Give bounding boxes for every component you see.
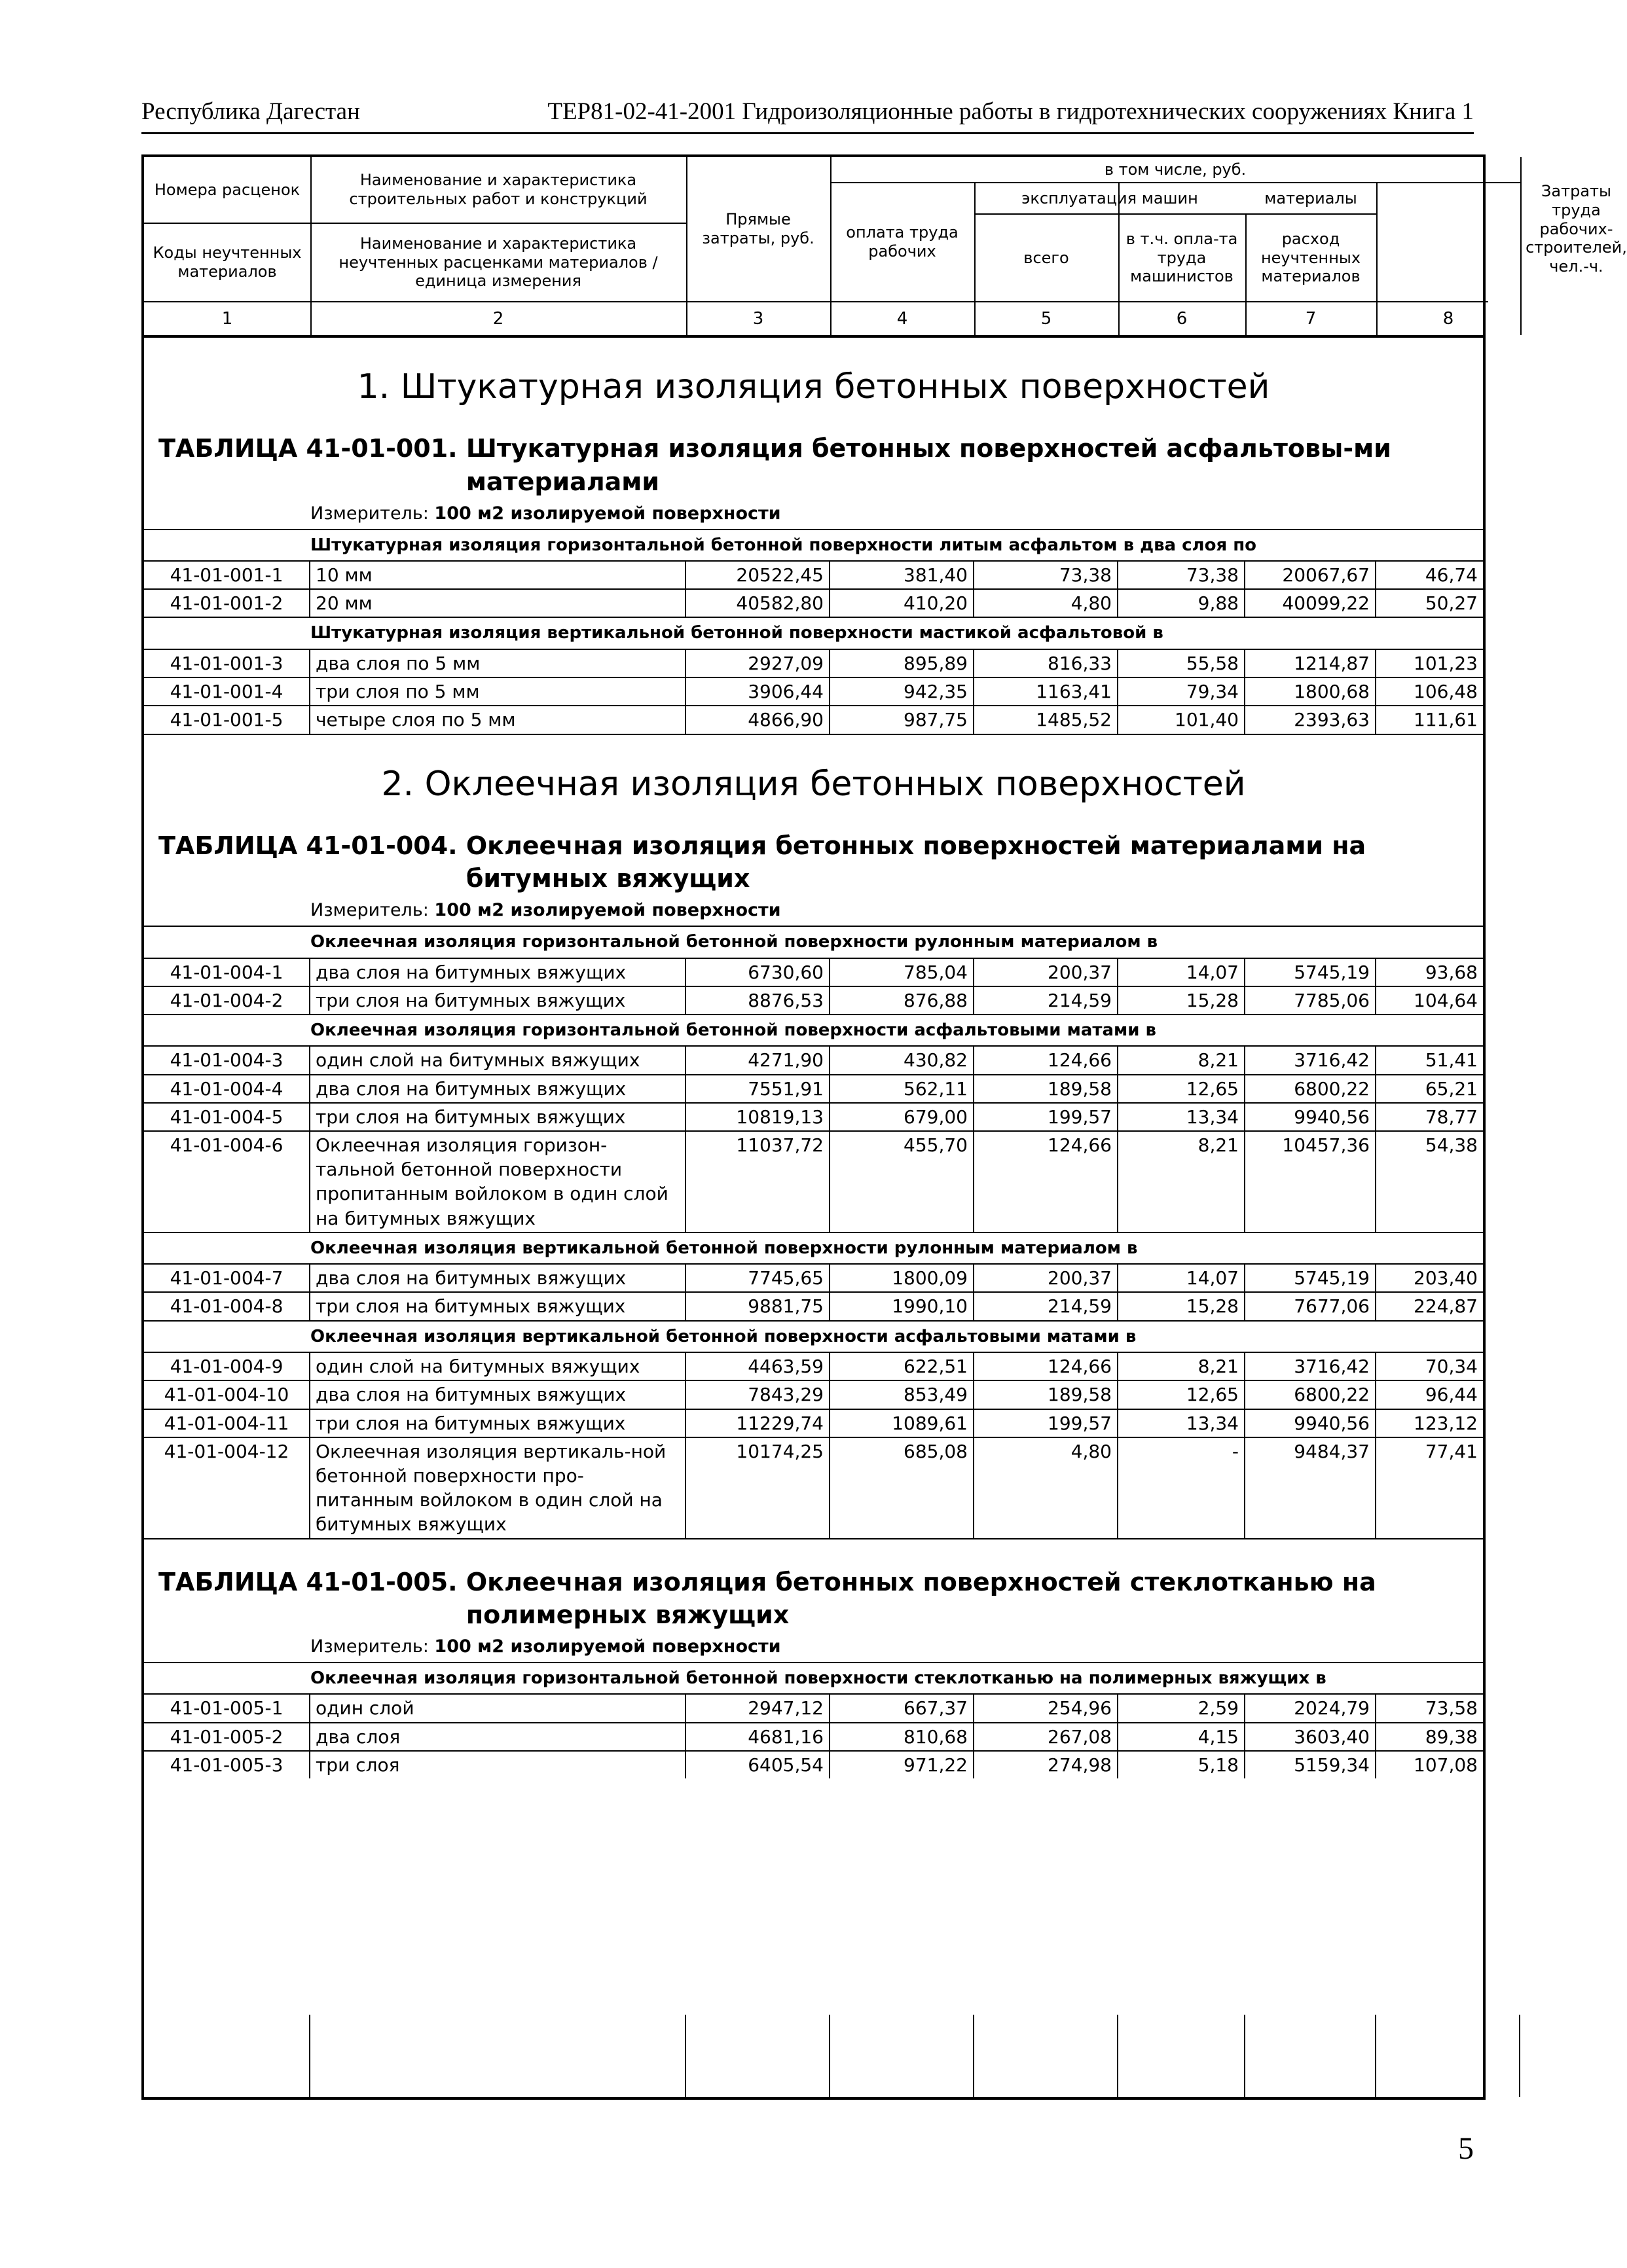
- labor-pay-cell: 810,68: [830, 1723, 974, 1750]
- labor-hours-cell: 50,27: [1425, 592, 1478, 615]
- labor-pay-cell: 562,11: [830, 1075, 974, 1102]
- operator-pay-cell: 5,18: [1118, 1752, 1245, 1778]
- materials-cell: 10457,36: [1245, 1132, 1376, 1232]
- header-region: Республика Дагестан: [141, 98, 360, 125]
- header-labor-pay: оплата труда рабочих: [846, 223, 959, 261]
- labor-hours-cell: 106,48: [1414, 681, 1478, 703]
- work-name-cell: Оклеечная изоляция горизон-тальной бетонной поверхности пропитанным войлоком в один слой на битумных вяжущих: [310, 1132, 686, 1232]
- materials-cell: 9940,56: [1245, 1104, 1376, 1130]
- direct-cost-cell: 20522,45: [686, 562, 830, 588]
- work-name-cell: один слой: [310, 1695, 686, 1721]
- work-name-cell: два слоя на битумных вяжущих: [310, 959, 686, 986]
- labor-pay-cell: 430,82: [830, 1047, 974, 1073]
- labor-hours-cell: 203,40: [1414, 1267, 1478, 1289]
- table-row: [144, 1409, 1483, 1437]
- machines-total-cell: 199,57: [974, 1104, 1118, 1130]
- table-row: [144, 1437, 1483, 1539]
- machines-total-cell: 124,66: [974, 1353, 1118, 1380]
- table-row: [144, 1380, 1483, 1408]
- rate-code-cell: 41-01-004-12: [144, 1438, 310, 1538]
- labor-hours-cell: 111,61: [1414, 709, 1478, 731]
- table-title-41-01-005: [144, 1539, 1483, 1631]
- labor-pay-cell: 853,49: [830, 1381, 974, 1408]
- measure-value: 100 м2 изолируемой поверхности: [434, 900, 781, 921]
- labor-pay-cell: 667,37: [830, 1695, 974, 1721]
- labor-pay-cell: 455,70: [830, 1132, 974, 1232]
- column-number: 8: [1442, 308, 1454, 329]
- rate-code-cell: 41-01-004-7: [144, 1265, 310, 1291]
- column-number: 7: [1305, 308, 1317, 329]
- labor-hours-cell: 224,87: [1414, 1295, 1478, 1318]
- machines-total-cell: 189,58: [974, 1075, 1118, 1102]
- table-row: [144, 1263, 1483, 1291]
- materials-cell: 3716,42: [1245, 1047, 1376, 1073]
- labor-hours-cell: 96,44: [1425, 1384, 1478, 1406]
- direct-cost-cell: 6405,54: [686, 1752, 830, 1778]
- table-label: ТАБЛИЦА 41-01-005.: [158, 1567, 466, 1596]
- table-row: [144, 677, 1483, 705]
- rows-t005-g1: [144, 1693, 1483, 1778]
- table-row: [144, 1130, 1483, 1232]
- operator-pay-cell: 4,15: [1118, 1723, 1245, 1750]
- direct-cost-cell: 4681,16: [686, 1723, 830, 1750]
- labor-hours-cell: 54,38: [1425, 1134, 1478, 1156]
- table-title-41-01-004: [144, 811, 1483, 895]
- labor-hours-cell: 89,38: [1425, 1725, 1478, 1748]
- rate-code-cell: 41-01-004-6: [144, 1132, 310, 1232]
- table-row: [144, 1102, 1483, 1130]
- table-row: [144, 1045, 1483, 1073]
- table-row: [144, 1291, 1483, 1320]
- labor-hours-cell: 65,21: [1425, 1077, 1478, 1100]
- machines-total-cell: 4,80: [974, 590, 1118, 617]
- rate-code-cell: 41-01-004-4: [144, 1075, 310, 1102]
- labor-hours-cell: 93,68: [1425, 961, 1478, 983]
- column-number: 3: [752, 308, 764, 329]
- price-table-frame: [141, 154, 1627, 2100]
- materials-cell: 5745,19: [1245, 1265, 1376, 1291]
- header-rate-numbers: Номера расценок: [154, 180, 301, 199]
- direct-cost-cell: 4866,90: [686, 706, 830, 733]
- header-machines-total: всего: [1023, 248, 1069, 267]
- labor-pay-cell: 679,00: [830, 1104, 974, 1130]
- materials-cell: 2393,63: [1245, 706, 1376, 733]
- labor-pay-cell: 685,08: [830, 1438, 974, 1538]
- direct-cost-cell: 9881,75: [686, 1293, 830, 1320]
- direct-cost-cell: 7745,65: [686, 1265, 830, 1291]
- work-name-cell: три слоя на битумных вяжущих: [310, 987, 686, 1014]
- rate-code-cell: 41-01-004-10: [144, 1381, 310, 1408]
- table-empty-area: [144, 2015, 1483, 2097]
- operator-pay-cell: 14,07: [1118, 1265, 1245, 1291]
- operator-pay-cell: 101,40: [1118, 706, 1245, 733]
- machines-total-cell: 124,66: [974, 1132, 1118, 1232]
- operator-pay-cell: 15,28: [1118, 1293, 1245, 1320]
- rate-code-cell: 41-01-004-11: [144, 1410, 310, 1437]
- rate-code-cell: 41-01-001-3: [144, 650, 310, 677]
- table-row: [144, 986, 1483, 1014]
- operator-pay-cell: 55,58: [1118, 650, 1245, 677]
- rate-code-cell: 41-01-004-3: [144, 1047, 310, 1073]
- machines-total-cell: 189,58: [974, 1381, 1118, 1408]
- measure-unit: [144, 895, 1483, 926]
- work-name-cell: два слоя на битумных вяжущих: [310, 1265, 686, 1291]
- operator-pay-cell: 2,59: [1118, 1695, 1245, 1721]
- measure-label: Измеритель:: [310, 1636, 429, 1657]
- page-number: 5: [1458, 2131, 1474, 2166]
- column-number: 6: [1176, 308, 1188, 329]
- labor-pay-cell: 1800,09: [830, 1265, 974, 1291]
- group-heading: Штукатурная изоляция вертикальной бетонной поверхности мастикой асфальтовой в: [144, 617, 1483, 648]
- rate-code-cell: 41-01-004-9: [144, 1353, 310, 1380]
- machines-total-cell: 214,59: [974, 987, 1118, 1014]
- labor-hours-cell: 46,74: [1425, 564, 1478, 586]
- materials-cell: 2024,79: [1245, 1695, 1376, 1721]
- header-labor-hours: Затраты труда рабочих-строителей, чел.-ч.: [1526, 182, 1627, 276]
- operator-pay-cell: 13,34: [1118, 1104, 1245, 1130]
- work-name-cell: три слоя на битумных вяжущих: [310, 1410, 686, 1437]
- materials-cell: 20067,67: [1245, 562, 1376, 588]
- measure-label: Измеритель:: [310, 503, 429, 524]
- rate-code-cell: 41-01-004-1: [144, 959, 310, 986]
- group-heading: Штукатурная изоляция горизонтальной бетонной поверхности литым асфальтом в два слоя по: [144, 529, 1483, 560]
- direct-cost-cell: 6730,60: [686, 959, 830, 986]
- running-header: [141, 90, 1474, 134]
- operator-pay-cell: 8,21: [1118, 1353, 1245, 1380]
- column-number: 2: [492, 308, 504, 329]
- direct-cost-cell: 2927,09: [686, 650, 830, 677]
- work-name-cell: четыре слоя по 5 мм: [310, 706, 686, 733]
- rate-code-cell: 41-01-001-5: [144, 706, 310, 733]
- rate-code-cell: 41-01-005-2: [144, 1723, 310, 1750]
- work-name-cell: два слоя на битумных вяжущих: [310, 1381, 686, 1408]
- labor-pay-cell: 971,22: [830, 1752, 974, 1778]
- measure-label: Измеритель:: [310, 900, 429, 921]
- materials-cell: 6800,22: [1245, 1381, 1376, 1408]
- header-material-consumption: расход неучтенных материалов: [1260, 229, 1361, 286]
- labor-pay-cell: 622,51: [830, 1353, 974, 1380]
- labor-pay-cell: 1990,10: [830, 1293, 974, 1320]
- work-name-cell: три слоя на битумных вяжущих: [310, 1293, 686, 1320]
- operator-pay-cell: 13,34: [1118, 1410, 1245, 1437]
- header-materials: материалы: [1264, 189, 1357, 207]
- direct-cost-cell: 7843,29: [686, 1381, 830, 1408]
- rows-t004-g3: [144, 1263, 1483, 1320]
- machines-total-cell: 200,37: [974, 1265, 1118, 1291]
- work-name-cell: три слоя на битумных вяжущих: [310, 1104, 686, 1130]
- materials-cell: 1800,68: [1245, 678, 1376, 705]
- machines-total-cell: 816,33: [974, 650, 1118, 677]
- section-title: 2. Оклеечная изоляция бетонных поверхностей: [381, 764, 1246, 804]
- machines-total-cell: 254,96: [974, 1695, 1118, 1721]
- operator-pay-cell: 12,65: [1118, 1381, 1245, 1408]
- work-name-cell: Оклеечная изоляция вертикаль-ной бетонной поверхности про-питанным войлоком в один слой на битумных вяжущих: [310, 1438, 686, 1538]
- header-material-name: Наименование и характеристика неучтенных расценками материалов / единица измерения: [338, 234, 658, 291]
- header-direct-costs: Прямые затраты, руб.: [702, 210, 814, 247]
- group-heading: Оклеечная изоляция вертикальной бетонной поверхности рулонным материалом в: [144, 1232, 1483, 1263]
- rows-t004-g2: [144, 1045, 1483, 1232]
- machines-total-cell: 199,57: [974, 1410, 1118, 1437]
- materials-cell: 7785,06: [1245, 987, 1376, 1014]
- rate-code-cell: 41-01-004-2: [144, 987, 310, 1014]
- machines-total-cell: 4,80: [974, 1438, 1118, 1538]
- work-name-cell: три слоя: [310, 1752, 686, 1778]
- group-heading: Оклеечная изоляция вертикальной бетонной поверхности асфальтовыми матами в: [144, 1320, 1483, 1352]
- measure-value: 100 м2 изолируемой поверхности: [434, 1636, 781, 1657]
- table-title: Штукатурная изоляция бетонных поверхностей асфальтовы-ми материалами: [466, 434, 1391, 496]
- table-row: [144, 1722, 1483, 1750]
- labor-pay-cell: 785,04: [830, 959, 974, 986]
- materials-cell: 1214,87: [1245, 650, 1376, 677]
- rate-code-cell: 41-01-001-4: [144, 678, 310, 705]
- rows-t004-g1: [144, 958, 1483, 1014]
- table-title: Оклеечная изоляция бетонных поверхностей материалами на битумных вяжущих: [466, 831, 1366, 893]
- work-name-cell: два слоя по 5 мм: [310, 650, 686, 677]
- labor-hours-cell: 70,34: [1425, 1356, 1478, 1378]
- labor-pay-cell: 1089,61: [830, 1410, 974, 1437]
- direct-cost-cell: 11037,72: [686, 1132, 830, 1232]
- direct-cost-cell: 10819,13: [686, 1104, 830, 1130]
- table-row: [144, 1750, 1483, 1778]
- labor-hours-cell: 78,77: [1425, 1106, 1478, 1128]
- section-title: 1. Штукатурная изоляция бетонных поверхностей: [357, 367, 1270, 406]
- labor-hours-cell: 73,58: [1425, 1697, 1478, 1719]
- measure-value: 100 м2 изолируемой поверхности: [434, 503, 781, 524]
- labor-hours-cell: 101,23: [1414, 652, 1478, 674]
- machines-total-cell: 267,08: [974, 1723, 1118, 1750]
- operator-pay-cell: 8,21: [1118, 1132, 1245, 1232]
- table-row: [144, 1074, 1483, 1102]
- labor-pay-cell: 876,88: [830, 987, 974, 1014]
- group-heading: Оклеечная изоляция горизонтальной бетонной поверхности рулонным материалом в: [144, 926, 1483, 957]
- rate-code-cell: 41-01-005-1: [144, 1695, 310, 1721]
- rate-code-cell: 41-01-001-2: [144, 590, 310, 617]
- table-label: ТАБЛИЦА 41-01-004.: [158, 831, 466, 860]
- rate-code-cell: 41-01-004-8: [144, 1293, 310, 1320]
- direct-cost-cell: 4271,90: [686, 1047, 830, 1073]
- work-name-cell: три слоя по 5 мм: [310, 678, 686, 705]
- rate-code-cell: 41-01-005-3: [144, 1752, 310, 1778]
- operator-pay-cell: 9,88: [1118, 590, 1245, 617]
- table-row: [144, 560, 1483, 588]
- header-document-title: ТЕР81-02-41-2001 Гидроизоляционные работы в гидротехнических сооружениях Книга 1: [547, 98, 1474, 125]
- machines-total-cell: 73,38: [974, 562, 1118, 588]
- header-material-codes: Коды неучтенных материалов: [153, 243, 302, 281]
- direct-cost-cell: 40582,80: [686, 590, 830, 617]
- direct-cost-cell: 7551,91: [686, 1075, 830, 1102]
- work-name-cell: один слой на битумных вяжущих: [310, 1047, 686, 1073]
- labor-pay-cell: 895,89: [830, 650, 974, 677]
- labor-pay-cell: 381,40: [830, 562, 974, 588]
- materials-cell: 5159,34: [1245, 1752, 1376, 1778]
- direct-cost-cell: 8876,53: [686, 987, 830, 1014]
- work-name-cell: один слой на битумных вяжущих: [310, 1353, 686, 1380]
- materials-cell: 5745,19: [1245, 959, 1376, 986]
- materials-cell: 3603,40: [1245, 1723, 1376, 1750]
- labor-hours-cell: 107,08: [1414, 1754, 1478, 1776]
- machines-total-cell: 200,37: [974, 959, 1118, 986]
- column-number: 4: [896, 308, 908, 329]
- labor-hours-cell: 123,12: [1414, 1412, 1478, 1434]
- labor-pay-cell: 942,35: [830, 678, 974, 705]
- work-name-cell: два слоя на битумных вяжущих: [310, 1075, 686, 1102]
- group-heading: Оклеечная изоляция горизонтальной бетонной поверхности асфальтовыми матами в: [144, 1014, 1483, 1045]
- table-label: ТАБЛИЦА 41-01-001.: [158, 434, 466, 463]
- work-name-cell: два слоя: [310, 1723, 686, 1750]
- labor-hours-cell: 77,41: [1425, 1440, 1478, 1462]
- machines-total-cell: 1485,52: [974, 706, 1118, 733]
- materials-cell: 9940,56: [1245, 1410, 1376, 1437]
- machines-total-cell: 274,98: [974, 1752, 1118, 1778]
- materials-cell: 6800,22: [1245, 1075, 1376, 1102]
- measure-unit: [144, 498, 1483, 529]
- table-row: [144, 649, 1483, 677]
- table-row: [144, 958, 1483, 986]
- direct-cost-cell: 10174,25: [686, 1438, 830, 1538]
- materials-cell: 40099,22: [1245, 590, 1376, 617]
- column-number: 1: [221, 308, 233, 329]
- column-number: 5: [1040, 308, 1052, 329]
- labor-pay-cell: 410,20: [830, 590, 974, 617]
- header-including: в том числе, руб.: [1104, 160, 1247, 179]
- table-title: Оклеечная изоляция бетонных поверхностей стеклотканью на полимерных вяжущих: [466, 1567, 1376, 1629]
- header-work-name: Наименование и характеристика строительных работ и конструкций: [349, 171, 648, 208]
- operator-pay-cell: 73,38: [1118, 562, 1245, 588]
- group-heading: Оклеечная изоляция горизонтальной бетонной поверхности стеклотканью на полимерных вяжущих в: [144, 1662, 1483, 1693]
- machines-total-cell: 1163,41: [974, 678, 1118, 705]
- direct-cost-cell: 4463,59: [686, 1353, 830, 1380]
- header-operator-pay: в т.ч. опла-та труда машинистов: [1125, 229, 1238, 286]
- operator-pay-cell: 8,21: [1118, 1047, 1245, 1073]
- work-name-cell: 20 мм: [310, 590, 686, 617]
- rows-t001-g2: [144, 649, 1483, 735]
- operator-pay-cell: 15,28: [1118, 987, 1245, 1014]
- direct-cost-cell: 11229,74: [686, 1410, 830, 1437]
- labor-pay-cell: 987,75: [830, 706, 974, 733]
- table-column-header: [144, 157, 1627, 338]
- direct-cost-cell: 2947,12: [686, 1695, 830, 1721]
- labor-hours-cell: 104,64: [1414, 989, 1478, 1011]
- rate-code-cell: 41-01-004-5: [144, 1104, 310, 1130]
- direct-cost-cell: 3906,44: [686, 678, 830, 705]
- rows-t004-g4: [144, 1352, 1483, 1539]
- operator-pay-cell: -: [1118, 1438, 1245, 1538]
- rate-code-cell: 41-01-001-1: [144, 562, 310, 588]
- work-name-cell: 10 мм: [310, 562, 686, 588]
- materials-cell: 7677,06: [1245, 1293, 1376, 1320]
- table-row: [144, 588, 1483, 617]
- machines-total-cell: 124,66: [974, 1047, 1118, 1073]
- table-row: [144, 1693, 1483, 1721]
- measure-unit: [144, 1631, 1483, 1662]
- table-row: [144, 705, 1483, 734]
- labor-hours-cell: 51,41: [1425, 1049, 1478, 1071]
- machines-total-cell: 214,59: [974, 1293, 1118, 1320]
- materials-cell: 9484,37: [1245, 1438, 1376, 1538]
- operator-pay-cell: 14,07: [1118, 959, 1245, 986]
- table-row: [144, 1352, 1483, 1380]
- materials-cell: 3716,42: [1245, 1353, 1376, 1380]
- header-machines: эксплуатация машин: [1021, 189, 1198, 207]
- rows-t001-g1: [144, 560, 1483, 617]
- operator-pay-cell: 79,34: [1118, 678, 1245, 705]
- table-title-41-01-001: [144, 414, 1483, 497]
- operator-pay-cell: 12,65: [1118, 1075, 1245, 1102]
